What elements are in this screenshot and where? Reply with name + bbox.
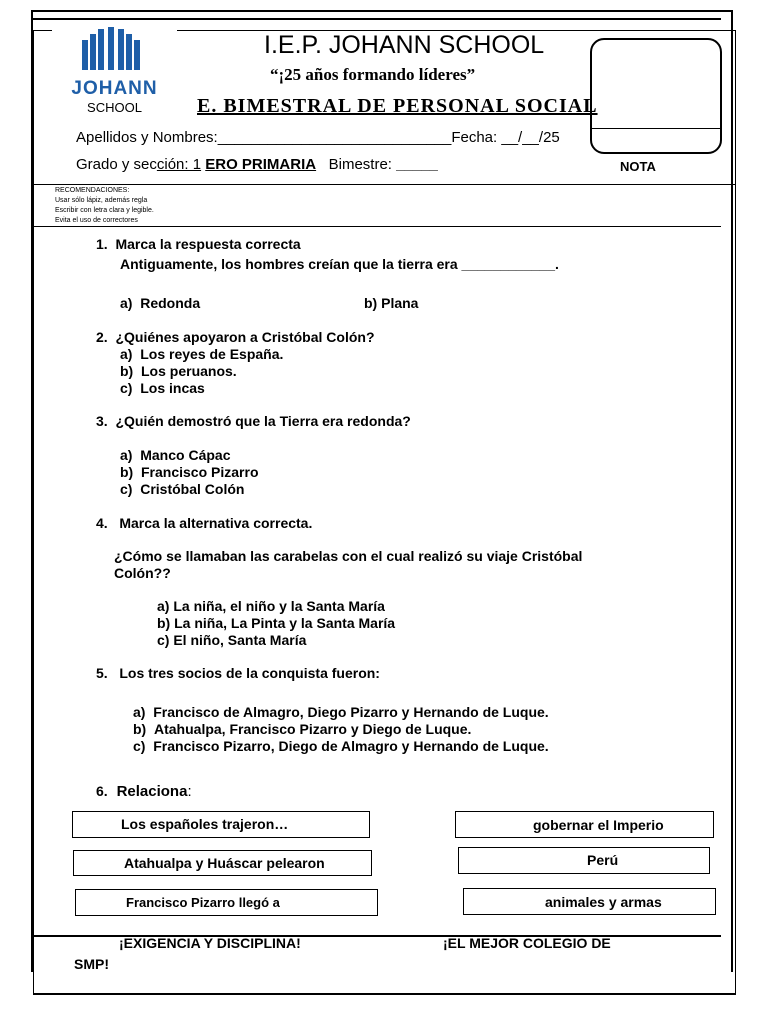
recommendations-divider <box>33 226 721 227</box>
date-field[interactable]: __/__/25 <box>501 129 560 146</box>
logo-text-top: JOHANN <box>71 78 158 99</box>
question-text: Marca la respuesta correcta <box>115 236 301 252</box>
q1-option-a[interactable]: a) Redonda <box>120 295 201 311</box>
question-3: 3. ¿Quién demostró que la Tierra era redonda? <box>96 413 411 429</box>
recommendation-item: Usar sólo lápiz, además regla <box>55 197 148 204</box>
q1-option-b[interactable]: b) Plana <box>364 295 419 311</box>
bimestre-label: Bimestre: <box>328 156 392 173</box>
question-5: 5. Los tres socios de la conquista fueron: <box>96 665 380 681</box>
slogan-right: ¡EL MEJOR COLEGIO DE <box>443 935 611 951</box>
question-1 <box>96 236 301 252</box>
q4-option-c[interactable]: c) El niño, Santa María <box>157 632 307 648</box>
match-left-3[interactable]: Francisco Pizarro llegó a <box>75 889 378 916</box>
q3-option-c[interactable]: c) Cristóbal Colón <box>120 481 245 497</box>
q2-option-c[interactable]: c) Los incas <box>120 380 205 396</box>
q3-option-b[interactable]: b) Francisco Pizarro <box>120 464 259 480</box>
grade-box-rule <box>592 128 720 129</box>
q3-option-a[interactable]: a) Manco Cápac <box>120 447 231 463</box>
q5-option-b[interactable]: b) Atahualpa, Francisco Pizarro y Diego de Luque. <box>133 721 472 737</box>
q4-option-b[interactable]: b) La niña, La Pinta y la Santa María <box>157 615 396 631</box>
info-divider <box>33 184 736 185</box>
match-left-2[interactable]: Atahualpa y Huáscar pelearon <box>73 850 372 876</box>
match-right-1[interactable]: gobernar el Imperio <box>455 811 714 838</box>
q2-option-a[interactable]: a) Los reyes de España. <box>120 346 284 362</box>
match-right-2[interactable]: Perú <box>458 847 710 874</box>
question-number: 1. <box>96 236 108 252</box>
grade-label-a: Grado y sec <box>76 156 157 173</box>
grade-value: ERO PRIMARIA <box>205 156 317 173</box>
grade-line <box>76 156 438 173</box>
question-2-options <box>120 346 283 397</box>
question-4-subtext-1: ¿Cómo se llamaban las carabelas con el cual realizó su viaje Cristóbal <box>114 548 583 564</box>
date-label: Fecha: <box>451 129 498 146</box>
recommendations <box>55 186 154 226</box>
question-4-options <box>157 598 395 649</box>
inner-right <box>735 30 736 995</box>
books-logo-icon <box>52 22 177 82</box>
q5-option-c[interactable]: c) Francisco Pizarro, Diego de Almagro y Hernando de Luque. <box>133 738 549 754</box>
grade-label-b: ción: 1 <box>156 156 202 173</box>
name-line <box>76 129 560 146</box>
match-left-1[interactable]: Los españoles trajeron… <box>72 811 370 838</box>
logo-text-bottom: SCHOOL <box>87 100 142 115</box>
nota-label: NOTA <box>620 159 656 174</box>
question-3-options <box>120 447 259 498</box>
frame-right <box>731 10 733 972</box>
q4-option-a[interactable]: a) La niña, el niño y la Santa María <box>157 598 385 614</box>
school-name: I.E.P. JOHANN SCHOOL <box>264 31 545 59</box>
name-label: Apellidos y Nombres: <box>76 129 218 146</box>
motto: “¡25 años formando líderes” <box>270 65 476 84</box>
question-1-subtext: Antiguamente, los hombres creían que la tierra era ____________. <box>120 256 559 272</box>
frame-bottom <box>33 993 736 995</box>
question-6: 6. Relaciona: <box>96 783 192 800</box>
recommendation-item: Escribir con letra clara y legible. <box>55 207 154 214</box>
inner-left <box>33 30 34 995</box>
q5-option-a[interactable]: a) Francisco de Almagro, Diego Pizarro y Hernando de Luque. <box>133 704 549 720</box>
question-4-subtext-2: Colón?? <box>114 565 171 581</box>
recommendation-item: Evita el uso de correctores <box>55 217 138 224</box>
match-right-3[interactable]: animales y armas <box>463 888 716 915</box>
exam-title: E. BIMESTRAL DE PERSONAL SOCIAL <box>197 95 598 117</box>
top-rule-1 <box>31 10 733 12</box>
bimestre-field[interactable]: _____ <box>396 156 438 173</box>
q2-option-b[interactable]: b) Los peruanos. <box>120 363 237 379</box>
question-2: 2. ¿Quiénes apoyaron a Cristóbal Colón? <box>96 329 375 345</box>
school-logo <box>52 22 177 120</box>
slogan-left: ¡EXIGENCIA Y DISCIPLINA! <box>119 935 301 951</box>
recommendations-title: RECOMENDACIONES: <box>55 187 130 194</box>
top-rule-2 <box>31 18 721 20</box>
question-4: 4. Marca la alternativa correcta. <box>96 515 313 531</box>
name-field[interactable]: ____________________________ <box>217 129 452 146</box>
question-5-options <box>133 704 549 755</box>
grade-box <box>590 38 722 154</box>
slogan-right-continued: SMP! <box>74 956 109 972</box>
